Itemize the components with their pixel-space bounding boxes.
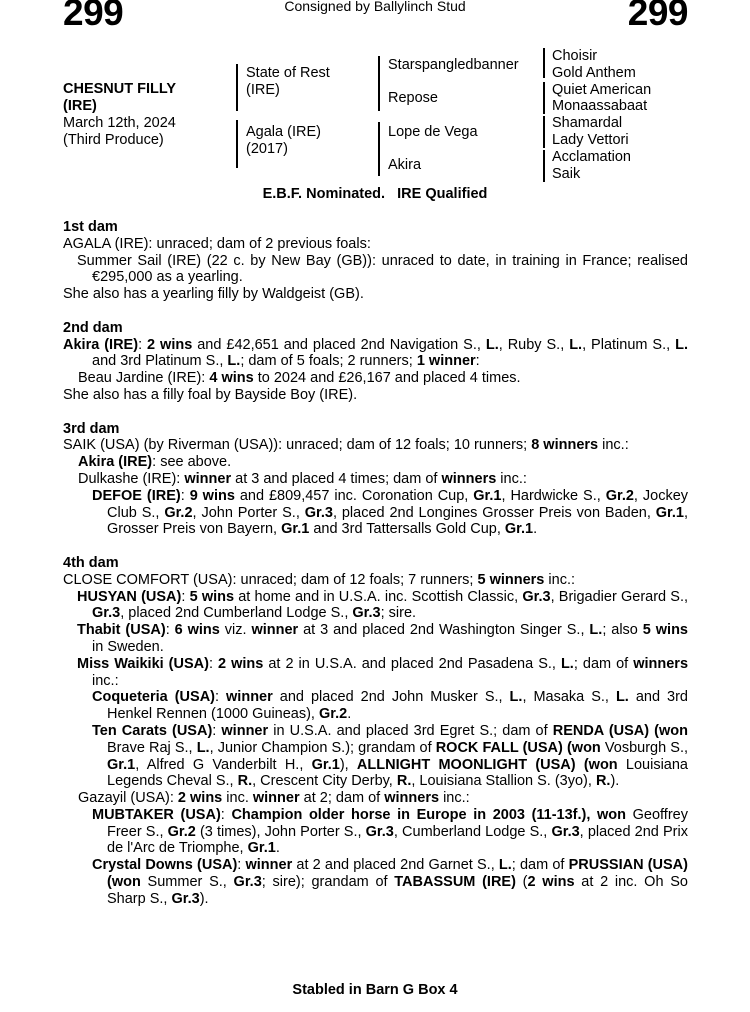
catalogue-body (63, 219, 688, 908)
fourth-dam-husyan: HUSYAN (USA): 5 wins at home and in U.S.A. inc. Scottish Classic, Gr.3, Brigadier Gerard S., Gr.3, placed 2nd Cumberland Lodge S., Gr.3; sire. (77, 588, 689, 622)
horse-info (63, 81, 176, 149)
gen3-2: Gold Anthem (552, 64, 636, 81)
stabled-location: Stabled in Barn G Box 4 (292, 982, 458, 998)
second-dam-text: Akira (IRE): 2 wins and £42,651 and placed 2nd Navigation S., L., Ruby S., L., Platinum S., L. and 3rd Platinum S., L.; dam of 5 foals; 2 runners; 1 winner: (63, 336, 688, 370)
third-dam-heading: 3rd dam (63, 420, 120, 437)
sire-name: State of Rest (246, 65, 330, 81)
fourth-dam-ten-carats: Ten Carats (USA): winner in U.S.A. and placed 3rd Egret S.; dam of RENDA (USA) (won Brave Raj S., L., Junior Champion S.); grandam of ROCK FALL (USA) (won Vosburgh S., Gr.1, Alfred G Vanderbilt H., Gr.1), ALLNIGHT MOONLIGHT (USA) (won Louisiana Legends Cheval S., R., Crescent City Derby, R., Louisiana Stallion S. (3yo), R.). (92, 722, 689, 790)
pedigree-line-gen2-bottom (378, 122, 380, 176)
third-dam-foal-akira: Akira (IRE): see above. (78, 454, 232, 471)
pedigree-line-dam (236, 120, 238, 168)
pedigree-line-gen3-2 (543, 82, 545, 114)
pedigree-gen2-3: Lope de Vega (388, 124, 478, 140)
fourth-dam-heading: 4th dam (63, 554, 119, 571)
gen3-4: Monaassabaat (552, 98, 648, 115)
pedigree-dam (246, 124, 321, 157)
nominations: E.B.F. Nominated. IRE Qualified (262, 186, 488, 202)
fourth-dam-miss-waikiki: Miss Waikiki (USA): 2 wins at 2 in U.S.A. and placed 2nd Pasadena S., L.; dam of winners inc.: (77, 655, 689, 689)
gen3-5: Shamardal (552, 115, 623, 132)
first-dam-note: She also has a yearling filly by Waldgeist (GB). (63, 286, 364, 303)
pedigree-gen2-1: Starspangledbanner (388, 57, 519, 73)
gen3-3: Quiet American (552, 81, 652, 98)
third-dam-foal-dulkashe: Dulkashe (IRE): winner at 3 and placed 4 times; dam of winners inc.: (78, 470, 527, 487)
sire-country: (IRE) (246, 81, 280, 98)
first-dam-foal: Summer Sail (IRE) (22 c. by New Bay (GB)): unraced to date, in training in France; realised €295,000 as a yearling. (77, 252, 688, 286)
pedigree-line-sire (236, 64, 238, 111)
fourth-dam-mubtaker: MUBTAKER (USA): Champion older horse in Europe in 2003 (11-13f.), won Geoffrey Freer S., Gr.2 (3 times), John Porter S., Gr.3, Cumberland Lodge S., Gr.3, placed 2nd Prix de l'Arc de Triomphe, Gr.1. (92, 806, 688, 857)
pedigree-line-gen3-1 (543, 48, 545, 78)
gen3-1: Choisir (552, 48, 598, 64)
fourth-dam-text: CLOSE COMFORT (USA): unraced; dam of 12 foals; 7 runners; 5 winners inc.: (63, 571, 575, 588)
produce: (Third Produce) (63, 132, 164, 148)
pedigree-gen2-2: Repose (388, 90, 438, 106)
third-dam-defoe: DEFOE (IRE): 9 wins and £809,457 inc. Coronation Cup, Gr.1, Hardwicke S., Gr.2, Jockey Club S., Gr.2, John Porter S., Gr.3, placed 2nd Longines Grosser Preis von Baden, Gr.1, Grosser Preis von Bayern, Gr.1 and 3rd Tattersalls Gold Cup, Gr.1. (92, 487, 689, 538)
third-dam-text: SAIK (USA) (by Riverman (USA)): unraced; dam of 12 foals; 10 runners; 8 winners inc.: (63, 437, 629, 454)
first-dam-heading: 1st dam (63, 219, 118, 235)
pedigree-line-gen3-3 (543, 116, 545, 148)
gen3-8: Saik (552, 165, 581, 182)
consignor: Consigned by Ballylinch Stud (284, 0, 466, 14)
fourth-dam-gazayil: Gazayil (USA): 2 wins inc. winner at 2; dam of winners inc.: (78, 790, 470, 807)
pedigree-gen3 (552, 48, 651, 182)
dam-year: (2017) (246, 140, 288, 157)
gen3-7: Acclamation (552, 148, 631, 165)
pedigree-gen2-4: Akira (388, 157, 422, 173)
lot-number-right: 299 (627, 0, 688, 33)
first-dam-text: AGALA (IRE): unraced; dam of 2 previous foals: (63, 235, 371, 252)
pedigree-sire (246, 65, 330, 98)
pedigree-line-gen3-4 (543, 150, 545, 182)
foaling-date: March 12th, 2024 (63, 115, 176, 131)
horse-name-line1: CHESNUT FILLY (63, 81, 177, 97)
horse-name-line2: (IRE) (63, 98, 97, 114)
gen3-6: Lady Vettori (552, 131, 629, 148)
fourth-dam-crystal-downs: Crystal Downs (USA): winner at 2 and placed 2nd Garnet S., L.; dam of PRUSSIAN (USA) (won Summer S., Gr.3; sire); grandam of TABASSUM (IRE) (2 wins at 2 inc. Oh So Sharp S., Gr.3). (92, 857, 688, 907)
second-dam-note: She also has a filly foal by Bayside Boy (IRE). (63, 386, 358, 403)
fourth-dam-coqueteria: Coqueteria (USA): winner and placed 2nd John Musker S., L., Masaka S., L. and 3rd Henkel Rennen (1000 Guineas), Gr.2. (92, 689, 688, 723)
second-dam-heading: 2nd dam (63, 319, 123, 336)
fourth-dam-thabit: Thabit (USA): 6 wins viz. winner at 3 and placed 2nd Washington Singer S., L.; also 5 wins in Sweden. (77, 622, 688, 655)
second-dam-foal: Beau Jardine (IRE): 4 wins to 2024 and £26,167 and placed 4 times. (78, 370, 521, 387)
lot-number-left: 299 (63, 0, 124, 33)
pedigree-line-gen2-top (378, 56, 380, 111)
dam-name: Agala (IRE) (246, 124, 321, 140)
